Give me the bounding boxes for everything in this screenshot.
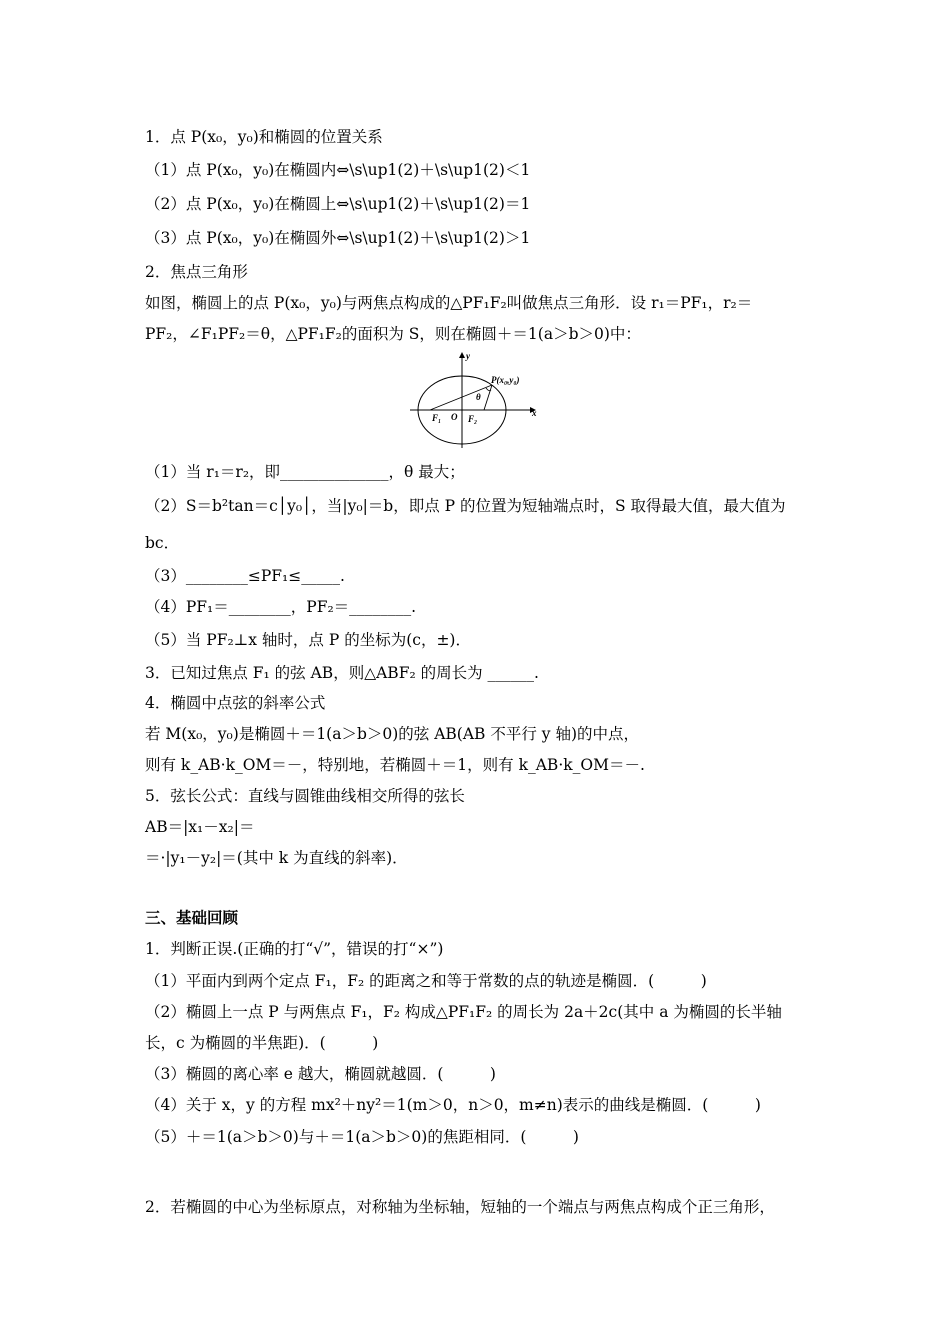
x-axis-label: x — [532, 408, 537, 418]
y-axis-arrow-icon — [459, 352, 465, 358]
section2-item-2: （2）S＝b²tan＝c│y₀│，当|y₀|＝b，即点 P 的位置为短轴端点时，S 取得最大值，最大值为 — [145, 497, 786, 515]
section3-text: 3．已知过焦点 F₁ 的弦 AB，则△ABF₂ 的周长为 ______. — [145, 664, 539, 682]
section2-item-5: （5）当 PF₂⊥x 轴时，点 P 的坐标为(c，±)． — [145, 631, 471, 649]
review-q1-item-4: （4）关于 x，y 的方程 mx²＋ny²＝1(m＞0，n＞0，m≠n)表示的曲线是椭圆．( ) — [145, 1096, 761, 1114]
theta-label: θ — [476, 392, 481, 402]
section1-item-2: （2）点 P(x₀，y₀)在椭圆上⇔\s\up1(2)＋\s\up1(2)＝1 — [145, 195, 531, 213]
review-q1-title: 1．判断正误.(正确的打“√”，错误的打“×”) — [145, 940, 444, 958]
section1-title: 1．点 P(x₀，y₀)和椭圆的位置关系 — [145, 128, 383, 146]
review-q1-item-2: （2）椭圆上一点 P 与两焦点 F₁，F₂ 构成△PF₁F₂ 的周长为 2a＋2c(其中 a 为椭圆的长半轴 — [145, 1003, 782, 1021]
focal-triangle-figure — [408, 350, 543, 450]
section2-intro-line1: 如图，椭圆上的点 P(x₀，y₀)与两焦点构成的△PF₁F₂叫做焦点三角形．设 r₁＝PF₁，r₂＝ — [145, 294, 753, 312]
section4-line2: 则有 k_AB·k_OM＝－，特别地，若椭圆＋＝1，则有 k_AB·k_OM＝－. — [145, 756, 645, 774]
section5-line2: ＝·|y₁－y₂|＝(其中 k 为直线的斜率)． — [145, 849, 408, 867]
review-q1-item-5: （5）＋＝1(a＞b＞0)与＋＝1(a＞b＞0)的焦距相同．( ) — [145, 1128, 579, 1146]
point-p-label: P(x₀,y₀) — [491, 375, 520, 385]
f1-label: F₁ — [432, 413, 442, 423]
review-q2: 2．若椭圆的中心为坐标原点，对称轴为坐标轴，短轴的一个端点与两焦点构成个正三角形， — [145, 1198, 775, 1216]
section5-line1: AB＝|x₁－x₂|＝ — [145, 818, 255, 836]
section2-item-2-cont: bc． — [145, 534, 180, 552]
section2-title: 2．焦点三角形 — [145, 263, 248, 281]
review-q1-item-2-cont: 长，c 为椭圆的半焦距)．( ) — [145, 1034, 379, 1052]
review-q1-item-1: （1）平面内到两个定点 F₁，F₂ 的距离之和等于常数的点的轨迹是椭圆．( ) — [145, 972, 707, 990]
section4-line1: 若 M(x₀，y₀)是椭圆＋＝1(a＞b＞0)的弦 AB(AB 不平行 y 轴)的中点， — [145, 725, 640, 743]
segment-pf2 — [484, 385, 492, 410]
segment-pf1 — [430, 385, 492, 410]
review-heading: 三、基础回顾 — [145, 908, 239, 927]
section2-item-3: （3）________≤PF₁≤_____. — [145, 567, 345, 585]
section4-title: 4．椭圆中点弦的斜率公式 — [145, 694, 326, 712]
section2-item-4: （4）PF₁＝________，PF₂＝________. — [145, 598, 417, 616]
section1-item-1: （1）点 P(x₀，y₀)在椭圆内⇔\s\up1(2)＋\s\up1(2)＜1 — [145, 161, 531, 179]
review-q1-item-3: （3）椭圆的离心率 e 越大，椭圆就越圆．( ) — [145, 1065, 496, 1083]
f2-label: F₂ — [468, 414, 478, 424]
y-axis-label: y — [466, 351, 470, 361]
section2-intro-line2: PF₂，∠F₁PF₂＝θ，△PF₁F₂的面积为 S，则在椭圆＋＝1(a＞b＞0)中： — [145, 325, 641, 343]
origin-label: O — [451, 412, 458, 422]
section5-title: 5．弦长公式：直线与圆锥曲线相交所得的弦长 — [145, 787, 465, 805]
section1-item-3: （3）点 P(x₀，y₀)在椭圆外⇔\s\up1(2)＋\s\up1(2)＞1 — [145, 229, 531, 247]
section2-item-1: （1）当 r₁＝r₂，即______________，θ 最大； — [145, 463, 465, 481]
